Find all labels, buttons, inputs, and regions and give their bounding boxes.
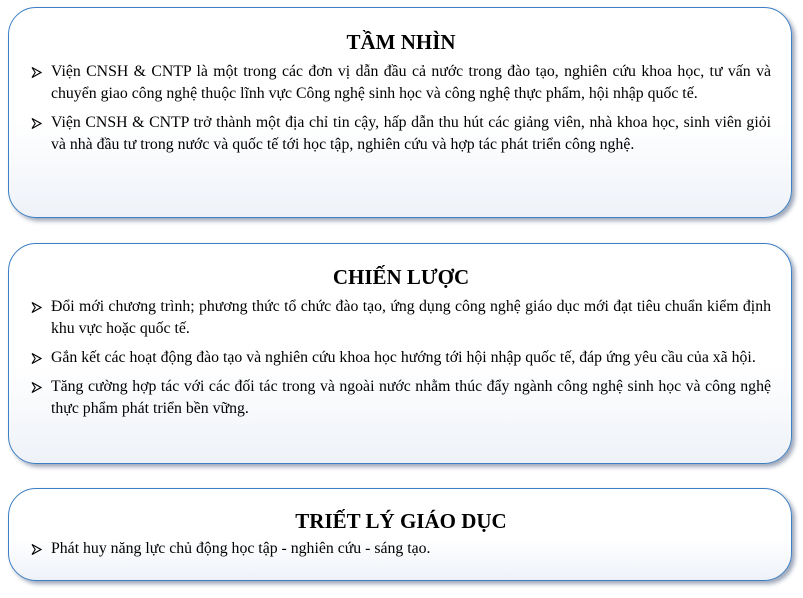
list-item-text: Gắn kết các hoạt động đào tạo và nghiên cứu khoa học hướng tới hội nhập quốc tế, đáp ứng yêu cầu của xã hội. bbox=[51, 349, 756, 366]
list-item-text: Phát huy năng lực chủ động học tập - nghiên cứu - sáng tạo. bbox=[51, 540, 431, 557]
list-item bbox=[31, 376, 771, 420]
list-item bbox=[31, 347, 771, 369]
strategy-list bbox=[31, 296, 771, 420]
strategy-panel bbox=[8, 243, 792, 464]
arrow-bullet-icon bbox=[31, 353, 42, 364]
list-item bbox=[31, 61, 771, 105]
vision-list bbox=[31, 61, 771, 156]
vision-title: TẦM NHÌN bbox=[346, 30, 456, 54]
arrow-bullet-icon bbox=[31, 67, 42, 78]
strategy-title: CHIẾN LƯỢC bbox=[332, 265, 470, 289]
list-item bbox=[31, 538, 771, 560]
list-item bbox=[31, 296, 771, 340]
vision-panel bbox=[8, 7, 792, 218]
list-item bbox=[31, 112, 771, 156]
philosophy-list bbox=[31, 538, 771, 560]
philosophy-title: TRIẾT LÝ GIÁO DỤC bbox=[295, 509, 507, 533]
arrow-bullet-icon bbox=[31, 544, 42, 555]
list-item-text: Viện CNSH & CNTP trở thành một địa chỉ tin cậy, hấp dẫn thu hút các giảng viên, nhà khoa học, sinh viên giỏi và nhà đầu tư trong nước và quốc tế tới học tập, nghiên cứu và hợp tác phát triển công nghệ. bbox=[51, 114, 771, 153]
philosophy-panel bbox=[8, 488, 792, 581]
arrow-bullet-icon bbox=[31, 302, 42, 313]
list-item-text: Tăng cường hợp tác với các đối tác trong và ngoài nước nhằm thúc đẩy ngành công nghệ sinh học và công nghệ thực phẩm phát triển bền vững. bbox=[51, 378, 771, 417]
list-item-text: Viện CNSH & CNTP là một trong các đơn vị dẫn đầu cả nước trong đào tạo, nghiên cứu khoa học, tư vấn và chuyển giao công nghệ thuộc lĩnh vực Công nghệ sinh học và công nghệ thực phẩm, hội nhập quốc tế. bbox=[51, 63, 771, 102]
arrow-bullet-icon bbox=[31, 118, 42, 129]
list-item-text: Đổi mới chương trình; phương thức tổ chức đào tạo, ứng dụng công nghệ giáo dục mới đạt tiêu chuẩn kiểm định khu vực hoặc quốc tế. bbox=[51, 298, 771, 337]
arrow-bullet-icon bbox=[31, 382, 42, 393]
